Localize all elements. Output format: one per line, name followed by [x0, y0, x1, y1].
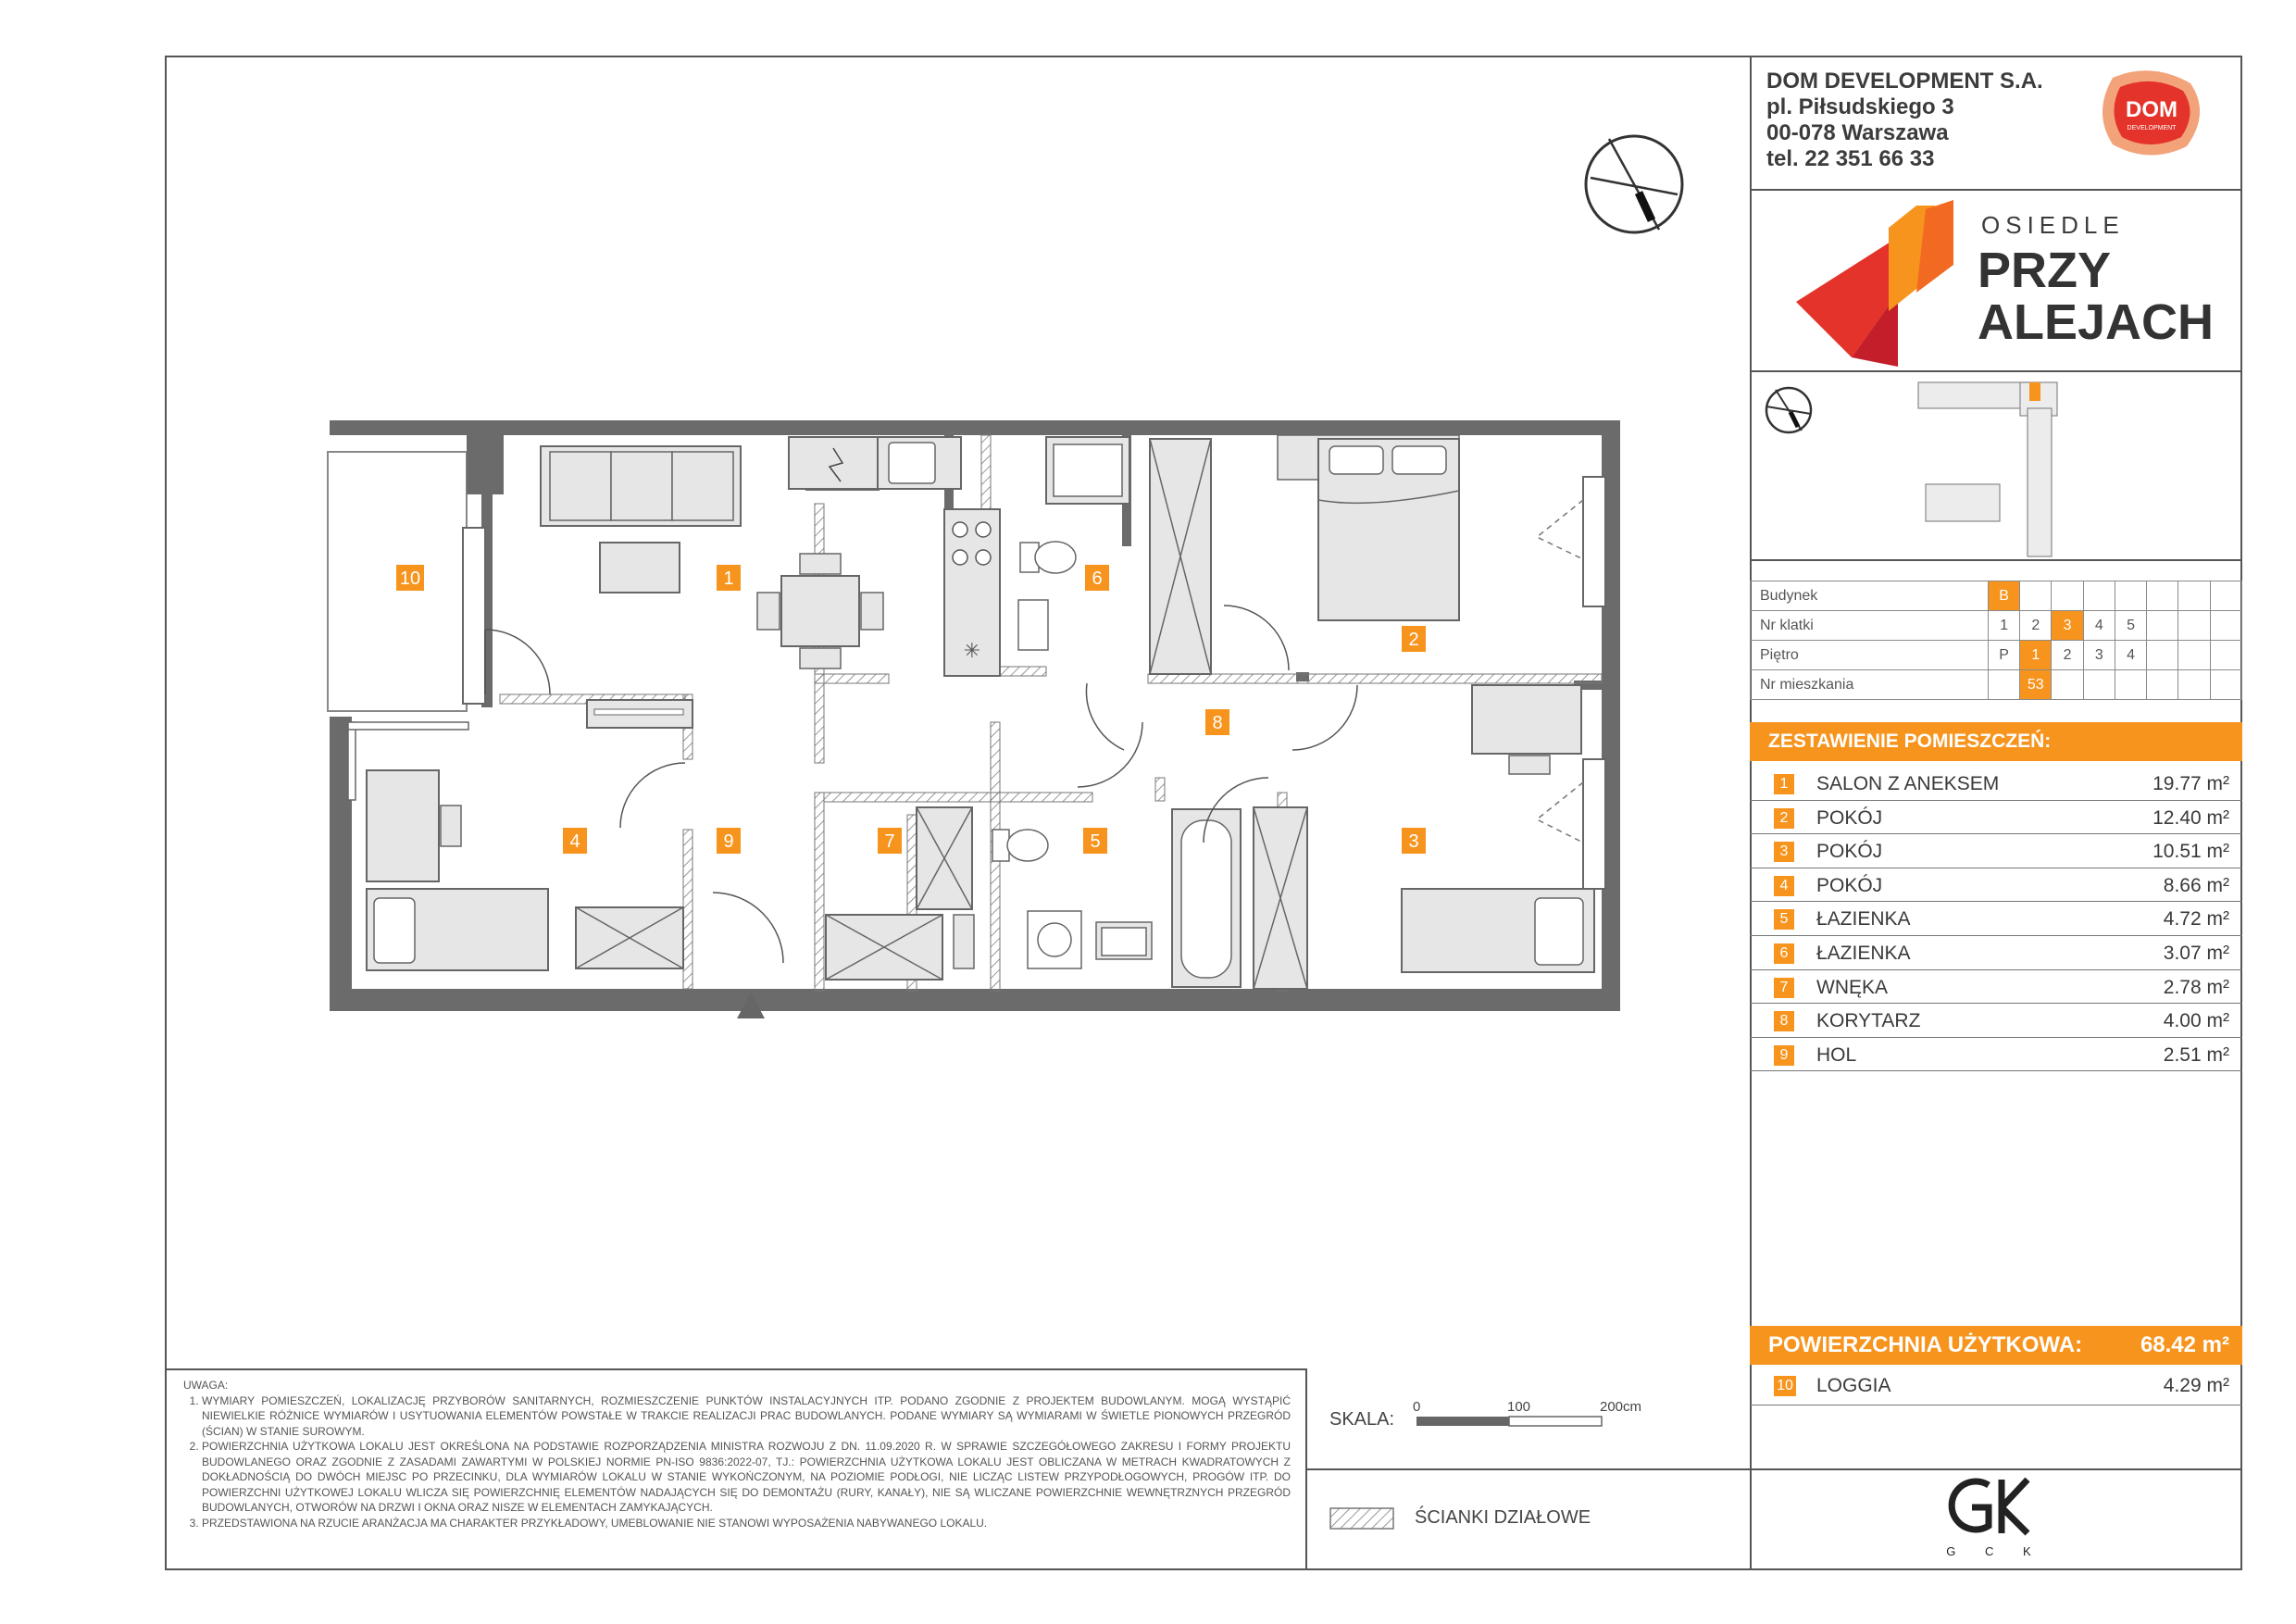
- floor-plan: [315, 407, 1629, 1037]
- room-number-badge: 1: [1774, 774, 1794, 794]
- room-name: WNĘKA: [1816, 976, 1889, 998]
- room-name: LOGGIA: [1816, 1375, 1891, 1396]
- floor-option: 2: [2052, 641, 2083, 670]
- plan-label-4: 4: [569, 831, 580, 852]
- staircase-label: Nr klatki: [1751, 611, 1989, 641]
- room-row: [1750, 936, 2242, 970]
- apartment-label: Nr mieszkania: [1751, 670, 1989, 700]
- staircase-option-selected: 3: [2052, 611, 2083, 641]
- gck-logo: [1935, 1472, 2055, 1560]
- room-row: [1750, 868, 2242, 903]
- loggia-row: [1750, 1368, 2242, 1405]
- room-number-badge: 7: [1774, 978, 1794, 998]
- total-area-bar: [1750, 1326, 2242, 1365]
- room-area: 3.07 m²: [2163, 942, 2229, 964]
- note-item: 2. POWIERZCHNIA UŻYTKOWA LOKALU JEST OKREŚLONA NA PODSTAWIE ROZPORZĄDZENIA MINISTRA ROZWOJU Z DN. 11.09.2020 R. W SPRAWIE SZCZEGÓŁOWEGO ZAKRESU I FORMY PROJEKTU BUDOWLANEGO ORAZ ZGODNIE Z ZASADAMI ZAWARTYMI W POLSKIEJ NORMIE PN-ISO 9836:2022-07, TJ.: POWIERZCHNIA UŻYTKOWA LOKALU JEST OBLICZANA W METRACH KWADRATOWYCH Z DOKŁADNOŚCIĄ DO DWÓCH MIEJSC PO PRZECINKU, DLA WYMIARÓW LOKALU W STANIE WYKOŃCZONYM, NA POZIOMIE PODŁOGI, NIE LICZĄC LISTEW PRZYPODŁOGOWYCH, PROGÓW ITP. DO POWIERZCHNI UŻYTKOWEJ LOKALU WLICZA SIĘ POWIERZCHNIĘ ELEMENTÓW NADAJĄCYCH SIĘ DO DEMONTAŻU (RURY, KANAŁY), NIE SĄ WLICZANE POWIERZCHNIE WEWNĘTRZNYCH PRZEGRÓD BUDOWLANYCH, OTWORÓW NA DRZWI I OKNA ORAZ NISZE W ELEMENTACH ZAMYKAJĄCYCH.: [202, 1439, 1291, 1516]
- room-number-badge: 4: [1774, 876, 1794, 896]
- plan-label-5: 5: [1090, 831, 1101, 852]
- separator: [1307, 1468, 1750, 1470]
- apartment-info-table: [1750, 581, 2242, 700]
- total-area-label: POWIERZCHNIA UŻYTKOWA:: [1768, 1332, 2083, 1357]
- room-number-badge: 8: [1774, 1011, 1794, 1031]
- scale-tick-200: 200cm: [1600, 1399, 1642, 1415]
- wall-top: [330, 420, 1620, 435]
- building-label: Budynek: [1751, 581, 1989, 611]
- company-name: DOM DEVELOPMENT S.A.: [1766, 69, 2043, 94]
- room-name: KORYTARZ: [1816, 1010, 1921, 1032]
- room-area: 4.00 m²: [2163, 1010, 2229, 1032]
- entrance-arrow-icon: [737, 993, 765, 1020]
- scale-tick-0: 0: [1413, 1399, 1421, 1415]
- dom-logo-subtext: DEVELOPMENT: [2127, 125, 2177, 131]
- plan-label-10: 10: [399, 568, 421, 589]
- plan-label-3: 3: [1408, 831, 1419, 852]
- plan-label-2: 2: [1408, 630, 1419, 650]
- room-row: [1750, 902, 2242, 936]
- plan-label-6: 6: [1092, 568, 1103, 589]
- room-number-badge: 6: [1774, 943, 1794, 964]
- room-name: POKÓJ: [1816, 841, 1883, 863]
- room-row: [1750, 834, 2242, 868]
- room-area: 2.78 m²: [2163, 976, 2229, 998]
- floor-option: P: [1988, 641, 2019, 670]
- room-area: 19.77 m²: [2152, 773, 2229, 794]
- staircase-option: 1: [1988, 611, 2019, 641]
- staircase-option: 2: [2020, 611, 2052, 641]
- room-row: [1750, 970, 2242, 1005]
- room-number-badge: 2: [1774, 808, 1794, 829]
- note-item: 3. PRZEDSTAWIONA NA RZUCIE ARANŻACJA MA CHARAKTER PRZYKŁADOWY, UMEBLOWANIE NIE STANOWI WYPOSAŻENIA NABYWANEGO LOKALU.: [202, 1516, 1291, 1531]
- notes-heading: UWAGA:: [183, 1379, 229, 1392]
- scale-bar: [1413, 1399, 1642, 1433]
- dom-development-logo: [2094, 67, 2209, 159]
- notes: [183, 1378, 1291, 1530]
- company-address-2: 00-078 Warszawa: [1766, 120, 1949, 145]
- floor-option: 4: [2115, 641, 2146, 670]
- room-area: 10.51 m²: [2152, 841, 2229, 863]
- room-row: [1750, 1038, 2242, 1072]
- room-name: SALON Z ANEKSEM: [1816, 773, 2000, 794]
- room-area: 8.66 m²: [2163, 874, 2229, 896]
- room-number-badge: 3: [1774, 842, 1794, 862]
- separator: [1750, 559, 2242, 561]
- separator: [1750, 1468, 2242, 1470]
- room-list: [1750, 767, 2242, 1071]
- building-value: B: [1988, 581, 2019, 611]
- site-key-plan: [1759, 375, 2240, 560]
- company-info: [1766, 69, 2043, 172]
- room-name: POKÓJ: [1816, 874, 1883, 896]
- separator: [1750, 370, 2242, 372]
- plan-label-9: 9: [723, 831, 734, 852]
- room-area: 4.29 m²: [2163, 1375, 2229, 1396]
- plan-label-8: 8: [1212, 713, 1223, 733]
- room-name: POKÓJ: [1816, 806, 1883, 829]
- room-row: [1750, 1004, 2242, 1038]
- floor-option: 3: [2083, 641, 2115, 670]
- total-area-value: 68.42 m²: [2140, 1332, 2229, 1357]
- partition-wall-swatch: [1329, 1507, 1394, 1530]
- room-number-badge: 9: [1774, 1045, 1794, 1066]
- scale-tick-100: 100: [1507, 1399, 1531, 1415]
- summary-heading: ZESTAWIENIE POMIESZCZEŃ:: [1750, 722, 2242, 761]
- room-name: ŁAZIENKA: [1816, 908, 1911, 931]
- staircase-option: 4: [2083, 611, 2115, 641]
- room-name: ŁAZIENKA: [1816, 942, 1911, 964]
- apartment-number: 53: [2020, 670, 2052, 700]
- room-number-badge: 5: [1774, 909, 1794, 930]
- room-row: [1750, 801, 2242, 835]
- svg-text:✳: ✳: [963, 640, 981, 663]
- wall-bottom-right: [796, 989, 1620, 1011]
- staircase-option: 5: [2115, 611, 2146, 641]
- project-name-line2: PRZY: [1978, 243, 2112, 298]
- scale-label: SKALA:: [1329, 1409, 1395, 1430]
- floor-option-selected: 1: [2020, 641, 2052, 670]
- plan-label-7: 7: [884, 831, 895, 852]
- project-name-line1: OSIEDLE: [1981, 211, 2125, 239]
- room-name: HOL: [1816, 1043, 1857, 1066]
- note-item: 1. WYMIARY POMIESZCZEŃ, LOKALIZACJĘ PRZYBORÓW SANITARNYCH, ROZMIESZCZENIE PUNKTÓW INSTALACYJNYCH ITP. PODANO ZGODNIE Z PROJEKTEM BUDOWLANYM. MOGĄ WYSTĄPIĆ NIEWIELKIE RÓŻNICE WYMIARÓW I USYTUOWANIA ELEMENTÓW POWSTAŁE W TRAKCIE REALIZACJI PRAC BUDOWLANYCH. PODANE WYMIARY SĄ WYMIARAMI W ŚWIETLE PIONOWYCH PRZEGRÓD (ŚCIAN) W STANIE SUROWYM.: [202, 1393, 1291, 1440]
- north-compass-icon: [1581, 131, 1687, 237]
- room-number-badge: 10: [1774, 1376, 1796, 1396]
- room-area: 2.51 m²: [2163, 1043, 2229, 1066]
- room-row: [1750, 767, 2242, 801]
- dom-logo-text: DOM: [2126, 97, 2177, 122]
- plan-label-1: 1: [723, 568, 734, 589]
- floor-label: Piętro: [1751, 641, 1989, 670]
- gck-letters: G C K: [1946, 1544, 2044, 1558]
- company-phone: tel. 22 351 66 33: [1766, 146, 1935, 171]
- project-name-line3: ALEJACH: [1978, 294, 2215, 350]
- room-area: 12.40 m²: [2152, 806, 2229, 829]
- separator: [1750, 189, 2242, 191]
- room-area: 4.72 m²: [2163, 908, 2229, 931]
- legend-label: ŚCIANKI DZIAŁOWE: [1415, 1507, 1591, 1528]
- project-logo: [1796, 200, 2222, 367]
- company-address-1: pl. Piłsudskiego 3: [1766, 94, 1954, 119]
